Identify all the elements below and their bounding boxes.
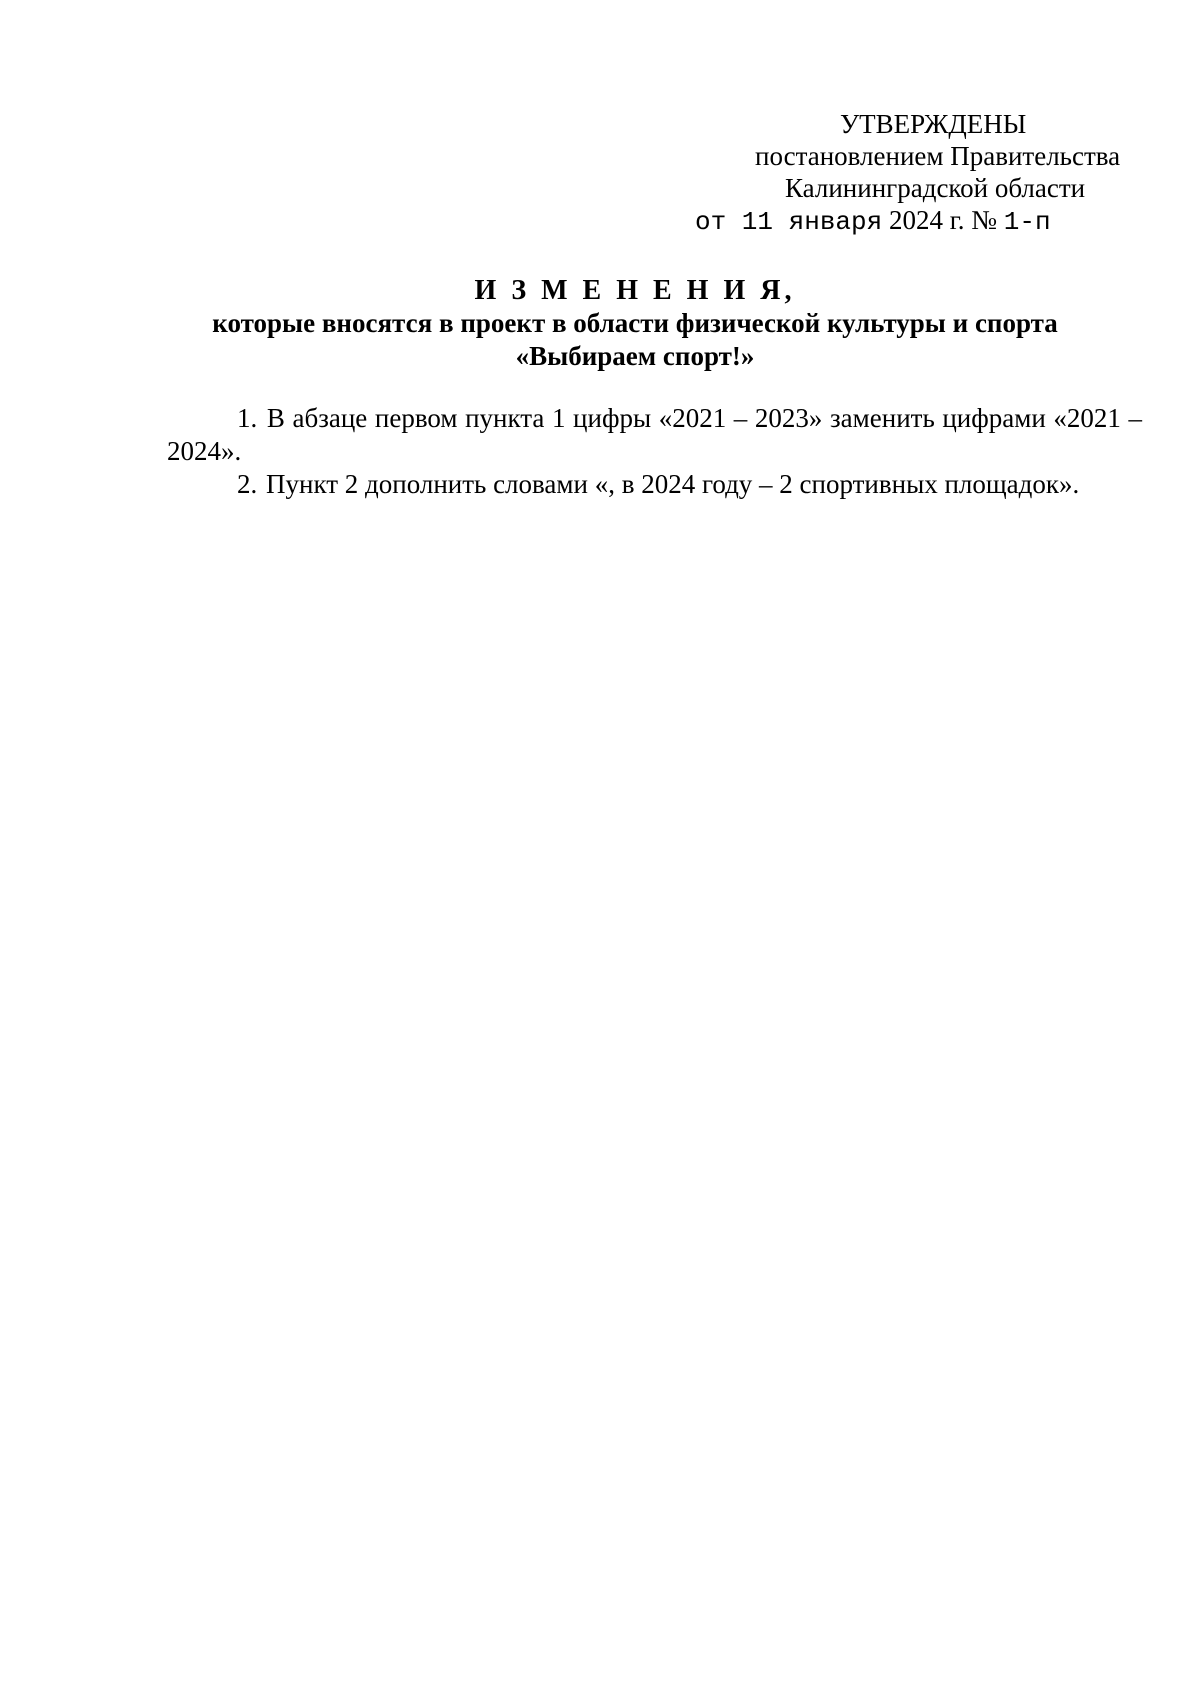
resolution-number: 1-п — [1003, 207, 1051, 237]
change-item — [167, 402, 1142, 468]
item-number: 2. — [237, 469, 258, 499]
title-heading: И З М Е Н Е Н И Я, — [474, 275, 796, 306]
item-text: В абзаце первом пункта 1 цифры «2021 – 2023» заменить цифрами «2021 – 2024». — [167, 403, 1142, 466]
item-text: Пункт 2 дополнить словами «, в 2024 году – 2 спортивных площадок». — [266, 469, 1080, 499]
resolution-date: от 11 января — [695, 207, 883, 237]
item-number: 1. — [237, 403, 258, 433]
resolution-line: постановлением Правительства — [755, 141, 1121, 171]
document-body — [167, 402, 1142, 501]
approved-label: УТВЕРЖДЕНЫ — [840, 109, 1027, 139]
approval-stamp — [695, 108, 1170, 238]
resolution-year: 2024 г. № — [888, 205, 998, 235]
region-line: Калининградской области — [785, 173, 1086, 203]
title-subheading: которые вносятся в проект в области физической культуры и спорта — [212, 308, 1058, 338]
document-title — [160, 274, 1110, 373]
resolution-date-line — [695, 204, 1165, 238]
project-name: «Выбираем спорт!» — [515, 341, 755, 371]
change-item — [167, 468, 1142, 501]
